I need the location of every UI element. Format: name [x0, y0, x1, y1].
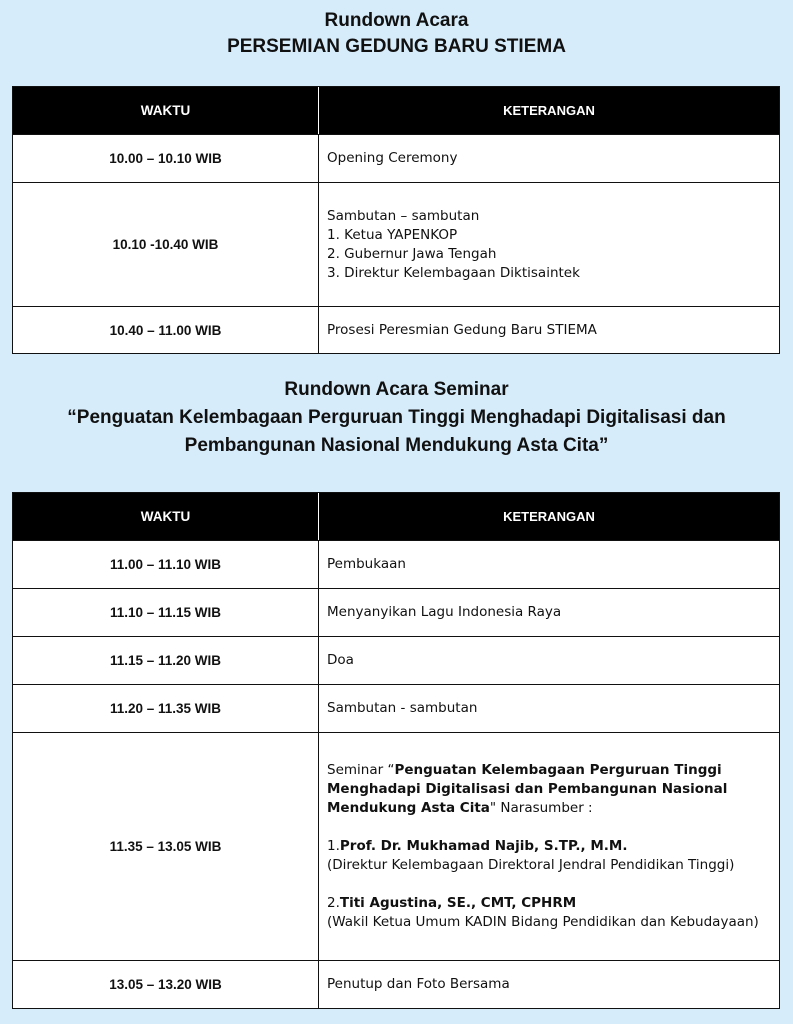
speaker-2 — [327, 894, 771, 913]
keterangan-cell: Doa — [327, 652, 354, 668]
keterangan-cell: Opening Ceremony — [327, 150, 458, 166]
header-waktu: WAKTU — [13, 493, 319, 540]
seminar-suffix: " Narasumber : — [489, 800, 593, 816]
header-keterangan: KETERANGAN — [503, 509, 595, 524]
table-row — [13, 306, 779, 353]
table-row — [13, 182, 779, 306]
keterangan-cell: Prosesi Peresmian Gedung Baru STIEMA — [327, 321, 597, 338]
table-row — [13, 960, 779, 1008]
table-row — [13, 540, 779, 588]
title-rundown-seminar — [0, 376, 793, 460]
seminar-description — [327, 761, 771, 818]
speaker-role: (Wakil Ketua Umum KADIN Bidang Pendidikan dan Kebudayaan) — [327, 914, 759, 930]
keterangan-cell — [319, 183, 779, 306]
speaker-name: Titi Agustina, SE., CMT, CPHRM — [339, 895, 577, 911]
waktu-cell: 10.00 – 10.10 WIB — [13, 135, 319, 182]
table-row — [13, 588, 779, 636]
speaker-name: Prof. Dr. Mukhamad Najib, S.TP., M.M. — [339, 838, 628, 854]
speaker-1 — [327, 837, 771, 856]
waktu-cell: 11.20 – 11.35 WIB — [13, 685, 319, 732]
waktu-cell: 11.15 – 11.20 WIB — [13, 637, 319, 684]
table-header — [13, 87, 779, 134]
title-line-1: Rundown Acara Seminar — [284, 379, 509, 400]
rundown-peresmian-table — [12, 86, 780, 354]
waktu-cell: 10.10 -10.40 WIB — [13, 183, 319, 306]
speaker-number: 1. — [327, 838, 340, 854]
speaker-role: (Direktur Kelembagaan Direktoral Jendral Pendidikan Tinggi) — [327, 857, 735, 873]
keterangan-cell: Penutup dan Foto Bersama — [327, 976, 510, 992]
waktu-cell: 11.35 – 13.05 WIB — [13, 733, 319, 960]
table-row — [13, 732, 779, 960]
title-line-1: Rundown Acara — [324, 10, 469, 31]
header-waktu: WAKTU — [13, 87, 319, 134]
keterangan-cell — [319, 733, 779, 960]
table-row — [13, 636, 779, 684]
title-rundown-peresmian — [0, 8, 793, 60]
table-header — [13, 493, 779, 540]
title-line-2: “Penguatan Kelembagaan Perguruan Tinggi Menghadapi Digitalisasi dan — [67, 407, 726, 428]
keterangan-line: Sambutan – sambutan — [327, 207, 480, 224]
keterangan-line: 1. Ketua YAPENKOP — [327, 226, 458, 243]
waktu-cell: 11.10 – 11.15 WIB — [13, 589, 319, 636]
keterangan-cell: Pembukaan — [327, 556, 406, 572]
waktu-cell: 10.40 – 11.00 WIB — [13, 307, 319, 353]
speaker-number: 2. — [327, 895, 340, 911]
table-row — [13, 134, 779, 182]
seminar-title-line: Mendukung Asta Cita — [327, 800, 490, 816]
seminar-title-line: Menghadapi Digitalisasi dan Pembangunan Nasional — [327, 781, 728, 797]
table-row — [13, 684, 779, 732]
seminar-title-line: Penguatan Kelembagaan Perguruan Tinggi — [394, 762, 722, 778]
rundown-seminar-table — [12, 492, 780, 1009]
keterangan-line: 2. Gubernur Jawa Tengah — [327, 245, 497, 262]
keterangan-cell: Menyanyikan Lagu Indonesia Raya — [327, 604, 562, 620]
keterangan-line: 3. Direktur Kelembagaan Diktisaintek — [327, 264, 580, 281]
title-line-3: Pembangunan Nasional Mendukung Asta Cita” — [184, 435, 609, 456]
waktu-cell: 13.05 – 13.20 WIB — [13, 961, 319, 1008]
title-line-2: PERSEMIAN GEDUNG BARU STIEMA — [227, 36, 566, 57]
waktu-cell: 11.00 – 11.10 WIB — [13, 541, 319, 588]
keterangan-cell: Sambutan - sambutan — [327, 700, 478, 716]
seminar-prefix: Seminar “ — [327, 762, 395, 778]
header-keterangan: KETERANGAN — [503, 103, 595, 118]
